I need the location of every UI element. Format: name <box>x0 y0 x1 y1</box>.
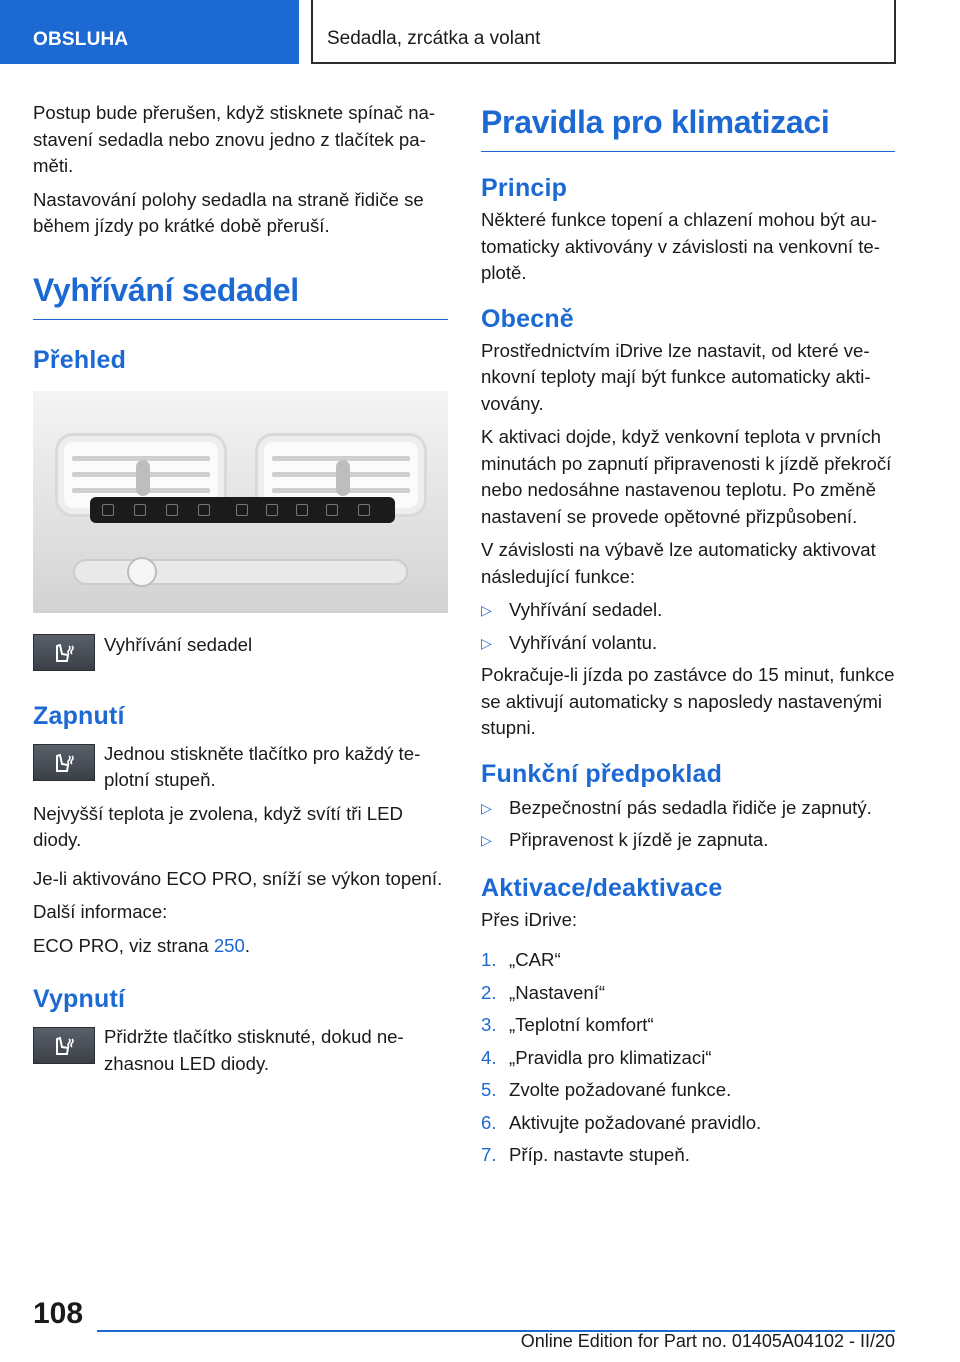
switch-on-icon-row <box>33 741 448 794</box>
list-item <box>481 947 895 974</box>
intro-paragraph-1: Postup bude přerušen, když stisknete spínač nastavení sedadla nebo znovu jedno z tlačítek paměti. <box>33 102 436 176</box>
list-item-text: Připravenost k jízdě je zapnuta. <box>509 829 769 850</box>
reference-prefix: ECO PRO, viz strana <box>33 934 214 956</box>
subheading-principle: Princip <box>481 174 568 202</box>
subheading-switch-off: Vypnutí <box>33 985 126 1013</box>
step-text: Zvolte požadované funkce. <box>509 1079 732 1100</box>
footer-edition-text: Online Edition for Part no. 01405A04102 - II/20 <box>520 1331 895 1351</box>
step-text: Aktivujte požadované pravidlo. <box>509 1111 762 1133</box>
seat-heating-icon <box>33 744 95 781</box>
subheading-switch-on: Zapnutí <box>33 701 125 730</box>
list-item-text: Vyhřívání sedadel. <box>509 599 663 620</box>
general-paragraph-3: V závislosti na výbavě lze automaticky aktivovat následující funkce: <box>481 539 876 587</box>
list-item-text: Vyhřívání volantu. <box>509 631 658 653</box>
list-item <box>481 1012 895 1039</box>
list-item <box>481 1110 895 1137</box>
step-text: „Teplotní komfort“ <box>509 1014 654 1035</box>
list-item <box>481 1077 895 1104</box>
overview-icon-row <box>33 632 448 672</box>
reference-suffix: . <box>244 934 251 956</box>
step-number: 1. <box>481 949 497 970</box>
subheading-prerequisite: Funkční předpoklad <box>481 759 723 788</box>
lower-console-strip <box>73 559 408 585</box>
general-paragraph-1: Prostřednictvím iDrive lze nastavit, od které venkovní teploty mají být funkce automaticky aktivovány. <box>481 339 871 414</box>
step-number: 7. <box>481 1144 497 1165</box>
header-chapter-box <box>311 0 896 64</box>
header-section-tab <box>0 0 299 64</box>
bullet-triangle-icon: ▷ <box>481 799 492 816</box>
list-item <box>481 827 895 854</box>
step-number: 4. <box>481 1046 497 1068</box>
activation-intro: Přes iDrive: <box>481 908 578 930</box>
intro-paragraph-2: Nastavování polohy sedadla na straně řidiče se během jízdy po krátké době přeruší. <box>33 188 424 236</box>
icon-caption-seat-heating: Vyhřívání sedadel <box>104 633 253 655</box>
switch-on-paragraph-3: Další informace: <box>33 901 168 922</box>
switch-off-icon-row <box>33 1024 448 1077</box>
list-item <box>481 980 895 1007</box>
list-item <box>481 630 895 657</box>
principle-text: Některé funkce topení a chlazení mohou být automaticky aktivovány v závislosti na venkovní teplotě. <box>481 209 880 283</box>
general-paragraph-4: Pokračuje-li jízda po zastávce do 15 minut, funkce se aktivují automaticky s naposledy nastavenými stupni. <box>481 664 895 738</box>
switch-on-paragraph-1: Nejvyšší teplota je zvolena, když svítí tři LED diody. <box>33 802 403 850</box>
dashboard-vents-photo <box>33 391 448 613</box>
subheading-general: Obecně <box>481 304 574 333</box>
page-number: 108 <box>33 1297 84 1330</box>
subheading-activation: Aktivace/deaktivace <box>481 873 723 902</box>
switch-on-paragraph-2: Je-li aktivováno ECO PRO, sníží se výkon topení. <box>33 867 443 889</box>
step-number: 2. <box>481 981 497 1003</box>
seat-heating-icon <box>33 634 95 671</box>
step-text: „Pravidla pro klimatizaci“ <box>509 1046 712 1068</box>
volume-dial <box>127 557 157 587</box>
section-heading-seat-heating: Vyhřívání sedadel <box>33 272 448 320</box>
page-reference-link[interactable]: 250 <box>213 934 245 956</box>
switch-on-instruction: Jednou stiskněte tlačítko pro každý teplotní stupeň. <box>104 742 421 790</box>
step-number: 3. <box>481 1014 497 1035</box>
climate-control-panel <box>90 497 395 523</box>
section-heading-climate-rules: Pravidla pro klimatizaci <box>481 104 895 152</box>
seat-heating-icon <box>33 1027 95 1064</box>
list-item <box>481 795 895 822</box>
list-item <box>481 1142 895 1169</box>
subheading-overview: Přehled <box>33 345 127 374</box>
step-text: Příp. nastavte stupeň. <box>509 1144 690 1165</box>
right-column <box>481 100 895 1175</box>
step-text: „CAR“ <box>509 949 561 970</box>
left-column <box>33 100 448 1084</box>
list-item <box>481 597 895 624</box>
header-section-label: OBSLUHA <box>33 29 129 50</box>
step-number: 5. <box>481 1079 497 1100</box>
step-number: 6. <box>481 1111 497 1133</box>
step-text: „Nastavení“ <box>509 981 606 1003</box>
bullet-triangle-icon: ▷ <box>481 634 492 651</box>
list-item <box>481 1045 895 1072</box>
bullet-triangle-icon: ▷ <box>481 832 492 848</box>
general-paragraph-2: K aktivaci dojde, když venkovní teplota v prvních minutách po zapnutí připravenosti k jízdě překročí nebo nedosáhne nastavenou teplotu. Po změně nastavení se provede opětovné přizpůsobení. <box>481 426 892 527</box>
bullet-triangle-icon: ▷ <box>481 602 492 618</box>
switch-on-reference <box>33 933 448 960</box>
header-chapter-label: Sedadla, zrcátka a volant <box>327 28 541 49</box>
list-item-text: Bezpečnostní pás sedadla řidiče je zapnutý. <box>509 796 872 818</box>
switch-off-instruction: Přidržte tlačítko stisknuté, dokud nezhasnou LED diody. <box>104 1026 404 1074</box>
